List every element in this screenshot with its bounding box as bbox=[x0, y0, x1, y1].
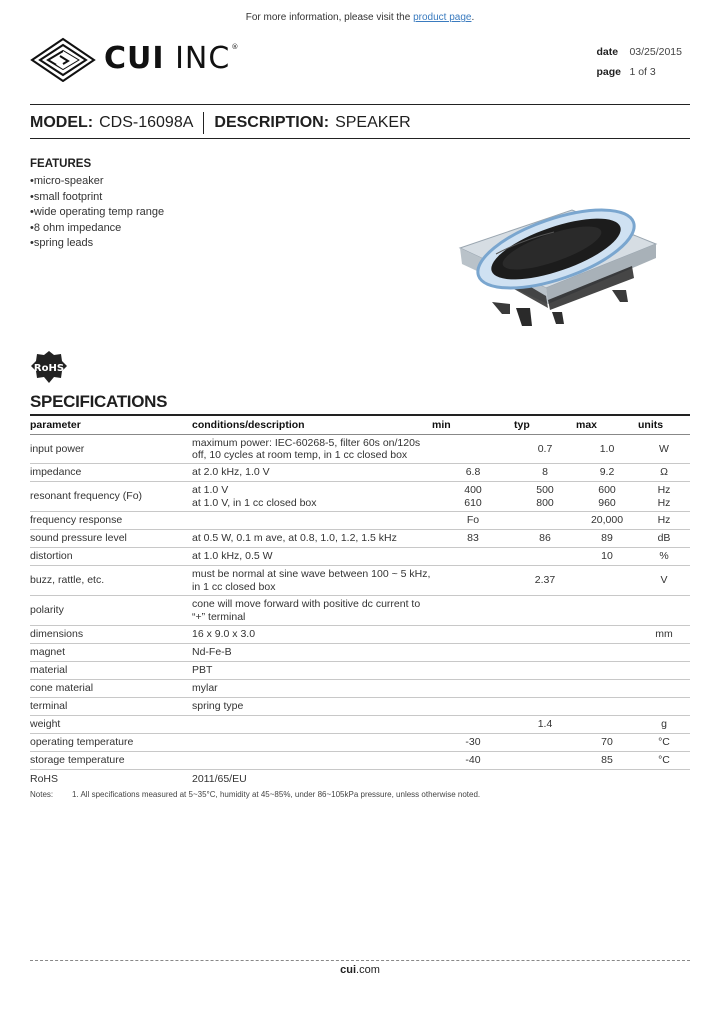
cell-typ bbox=[514, 512, 576, 530]
table-row bbox=[30, 596, 690, 626]
cell-conditions bbox=[192, 512, 432, 530]
table-row bbox=[30, 680, 690, 698]
header-max: max bbox=[576, 415, 638, 435]
feature-item: • wide operating temp range bbox=[30, 205, 164, 221]
cell-units-line: Hz bbox=[657, 484, 671, 496]
cell-units bbox=[638, 680, 690, 698]
header-min: min bbox=[432, 415, 514, 435]
cell-parameter: sound pressure level bbox=[30, 530, 192, 548]
cell-typ bbox=[514, 734, 576, 752]
cell-conditions: 16 x 9.0 x 3.0 bbox=[192, 626, 432, 644]
cell-typ bbox=[514, 644, 576, 662]
top-note bbox=[0, 12, 720, 23]
table-row bbox=[30, 752, 690, 770]
top-note-text: For more information, please visit the bbox=[245, 12, 411, 23]
cui-logo bbox=[30, 36, 239, 82]
cell-typ bbox=[514, 596, 576, 626]
header-conditions: conditions/description bbox=[192, 415, 432, 435]
notes-label: Notes: bbox=[30, 790, 54, 799]
cell-parameter: input power bbox=[30, 435, 192, 464]
header-parameter: parameter bbox=[30, 415, 192, 435]
table-row bbox=[30, 644, 690, 662]
cell-conditions: maximum power: IEC-60268-5, filter 60s on/120s off, 10 cycles at room temp, in 1 cc closed box bbox=[192, 435, 432, 464]
features-list bbox=[30, 174, 164, 252]
cell-parameter: polarity bbox=[30, 596, 192, 626]
cell-conditions: spring type bbox=[192, 698, 432, 716]
cell-typ bbox=[514, 680, 576, 698]
cell-parameter: cone material bbox=[30, 680, 192, 698]
cell-units: Hz bbox=[638, 512, 690, 530]
table-row bbox=[30, 716, 690, 734]
description-value: SPEAKER bbox=[335, 114, 411, 131]
table-row bbox=[30, 734, 690, 752]
cell-units: W bbox=[638, 435, 690, 464]
logo-registered: ® bbox=[231, 43, 240, 51]
doc-meta bbox=[596, 42, 682, 82]
cell-conditions: at 2.0 kHz, 1.0 V bbox=[192, 464, 432, 482]
cell-min bbox=[432, 566, 514, 596]
cell-conditions bbox=[192, 752, 432, 770]
date-value: 03/25/2015 bbox=[629, 46, 682, 58]
cell-typ bbox=[514, 662, 576, 680]
cell-parameter: storage temperature bbox=[30, 752, 192, 770]
cell-min bbox=[432, 482, 514, 512]
feature-item: • 8 ohm impedance bbox=[30, 221, 164, 237]
cell-typ: 8 bbox=[514, 464, 576, 482]
cell-typ bbox=[514, 752, 576, 770]
cell-conditions: mylar bbox=[192, 680, 432, 698]
cell-units: °C bbox=[638, 734, 690, 752]
cell-parameter: dimensions bbox=[30, 626, 192, 644]
cell-conditions-line: at 1.0 V bbox=[192, 484, 229, 496]
table-row bbox=[30, 530, 690, 548]
cell-min: 6.8 bbox=[432, 464, 514, 482]
cell-typ: 2.37 bbox=[514, 566, 576, 596]
features-title: FEATURES bbox=[30, 158, 92, 170]
cell-units bbox=[638, 596, 690, 626]
cell-min bbox=[432, 662, 514, 680]
cell-units: % bbox=[638, 548, 690, 566]
model-rule bbox=[30, 138, 690, 139]
cell-max bbox=[576, 626, 638, 644]
header-units: units bbox=[638, 415, 690, 435]
cell-units: V bbox=[638, 566, 690, 596]
rohs-text: RoHS bbox=[33, 363, 65, 374]
table-header-row bbox=[30, 415, 690, 435]
feature-item: • small footprint bbox=[30, 190, 164, 206]
cell-max: 20,000 bbox=[576, 512, 638, 530]
cell-min bbox=[432, 596, 514, 626]
logo-wordmark bbox=[104, 41, 240, 76]
table-row bbox=[30, 512, 690, 530]
cell-conditions: must be normal at sine wave between 100 ~ 5 kHz, in 1 cc closed box bbox=[192, 566, 432, 596]
cell-max: 10 bbox=[576, 548, 638, 566]
date-label: date bbox=[596, 46, 619, 58]
table-row bbox=[30, 566, 690, 596]
cell-units bbox=[638, 482, 690, 512]
feature-item: • micro-speaker bbox=[30, 174, 164, 190]
cell-parameter: frequency response bbox=[30, 512, 192, 530]
cell-conditions bbox=[192, 482, 432, 512]
cell-conditions: cone will move forward with positive dc current to “+” terminal bbox=[192, 596, 432, 626]
cell-max: 70 bbox=[576, 734, 638, 752]
cell-units bbox=[638, 644, 690, 662]
cell-parameter: weight bbox=[30, 716, 192, 734]
cell-units: g bbox=[638, 716, 690, 734]
table-row bbox=[30, 464, 690, 482]
cell-units bbox=[638, 698, 690, 716]
model-line bbox=[30, 112, 411, 134]
cell-parameter: terminal bbox=[30, 698, 192, 716]
page-label: page bbox=[596, 66, 621, 78]
cell-max bbox=[576, 680, 638, 698]
features-section bbox=[30, 158, 164, 252]
cell-parameter: magnet bbox=[30, 644, 192, 662]
specifications-table bbox=[30, 414, 690, 788]
table-row bbox=[30, 482, 690, 512]
cell-max bbox=[576, 482, 638, 512]
cell-min: -30 bbox=[432, 734, 514, 752]
table-row bbox=[30, 698, 690, 716]
logo-inc: INC bbox=[164, 41, 231, 76]
logo-cui: CUI bbox=[104, 41, 165, 76]
cell-max: 9.2 bbox=[576, 464, 638, 482]
cell-units: Ω bbox=[638, 464, 690, 482]
cell-typ: 1.4 bbox=[514, 716, 576, 734]
specifications-title: SPECIFICATIONS bbox=[30, 392, 168, 411]
cell-max bbox=[576, 566, 638, 596]
cell-max: 89 bbox=[576, 530, 638, 548]
cell-units: dB bbox=[638, 530, 690, 548]
cell-min: -40 bbox=[432, 752, 514, 770]
cell-typ bbox=[514, 548, 576, 566]
cell-max: 1.0 bbox=[576, 435, 638, 464]
feature-item: • spring leads bbox=[30, 236, 164, 252]
cell-parameter: impedance bbox=[30, 464, 192, 482]
cell-min: 83 bbox=[432, 530, 514, 548]
cell-typ bbox=[514, 482, 576, 512]
cell-min: Fo bbox=[432, 512, 514, 530]
speaker-photo-icon bbox=[452, 204, 662, 330]
notes-text: 1. All specifications measured at 5~35°C, humidity at 45~85%, under 86~105kPa pressure, unless otherwise noted. bbox=[72, 790, 481, 799]
cell-typ bbox=[514, 770, 576, 788]
cell-parameter: distortion bbox=[30, 548, 192, 566]
model-separator bbox=[203, 112, 204, 134]
cell-conditions-line: at 1.0 V, in 1 cc closed box bbox=[192, 496, 317, 509]
model-label: MODEL: bbox=[30, 114, 94, 131]
rohs-badge bbox=[30, 350, 68, 389]
cell-max bbox=[576, 662, 638, 680]
cell-typ-line: 500 bbox=[536, 484, 554, 496]
cell-typ: 0.7 bbox=[514, 435, 576, 464]
cui-logo-mark-icon bbox=[30, 36, 96, 82]
cell-max bbox=[576, 596, 638, 626]
page-value: 1 of 3 bbox=[629, 66, 656, 78]
cell-units bbox=[638, 662, 690, 680]
cell-conditions: PBT bbox=[192, 662, 432, 680]
product-image bbox=[452, 204, 662, 335]
cell-conditions bbox=[192, 734, 432, 752]
cell-max bbox=[576, 644, 638, 662]
cell-max bbox=[576, 770, 638, 788]
cell-min bbox=[432, 770, 514, 788]
cell-units: mm bbox=[638, 626, 690, 644]
cell-parameter: operating temperature bbox=[30, 734, 192, 752]
header-typ: typ bbox=[514, 415, 576, 435]
cell-conditions: Nd-Fe-B bbox=[192, 644, 432, 662]
cell-max bbox=[576, 716, 638, 734]
cell-conditions: at 0.5 W, 0.1 m ave, at 0.8, 1.0, 1.2, 1.5 kHz bbox=[192, 530, 432, 548]
footer-cui: cui bbox=[340, 964, 357, 976]
cell-min bbox=[432, 698, 514, 716]
top-note-period: . bbox=[471, 12, 475, 23]
cell-max-line: 600 bbox=[598, 484, 616, 496]
cell-min bbox=[432, 435, 514, 464]
cell-parameter: buzz, rattle, etc. bbox=[30, 566, 192, 596]
rohs-icon bbox=[30, 350, 68, 384]
cell-conditions: at 1.0 kHz, 0.5 W bbox=[192, 548, 432, 566]
cell-max bbox=[576, 698, 638, 716]
cell-parameter: material bbox=[30, 662, 192, 680]
footer-domain: .com bbox=[356, 964, 380, 976]
cell-min-line: 610 bbox=[464, 496, 482, 509]
table-row bbox=[30, 626, 690, 644]
footer bbox=[0, 964, 720, 976]
cell-max: 85 bbox=[576, 752, 638, 770]
table-row bbox=[30, 548, 690, 566]
cell-min bbox=[432, 716, 514, 734]
cell-conditions: 2011/65/EU bbox=[192, 772, 247, 785]
notes bbox=[30, 790, 480, 799]
cell-units bbox=[638, 770, 690, 788]
cell-min bbox=[432, 680, 514, 698]
model-value: CDS-16098A bbox=[99, 114, 194, 131]
cell-min bbox=[432, 626, 514, 644]
footer-rule bbox=[30, 960, 690, 961]
cell-typ bbox=[514, 626, 576, 644]
cell-min-line: 400 bbox=[464, 484, 482, 496]
header-rule bbox=[30, 104, 690, 105]
cell-typ-line: 800 bbox=[536, 496, 554, 509]
cell-typ bbox=[514, 698, 576, 716]
table-row bbox=[30, 662, 690, 680]
cell-typ: 86 bbox=[514, 530, 576, 548]
cell-min bbox=[432, 548, 514, 566]
table-row bbox=[30, 770, 690, 788]
product-page-link[interactable]: product page bbox=[413, 12, 472, 23]
cell-min bbox=[432, 644, 514, 662]
cell-max-line: 960 bbox=[598, 496, 616, 509]
cell-parameter: resonant frequency (Fo) bbox=[30, 482, 192, 512]
description-label: DESCRIPTION: bbox=[214, 114, 330, 131]
cell-parameter: RoHS bbox=[30, 772, 59, 785]
cell-conditions bbox=[192, 716, 432, 734]
cell-units-line: Hz bbox=[657, 496, 671, 509]
cell-units: °C bbox=[638, 752, 690, 770]
table-row bbox=[30, 435, 690, 464]
